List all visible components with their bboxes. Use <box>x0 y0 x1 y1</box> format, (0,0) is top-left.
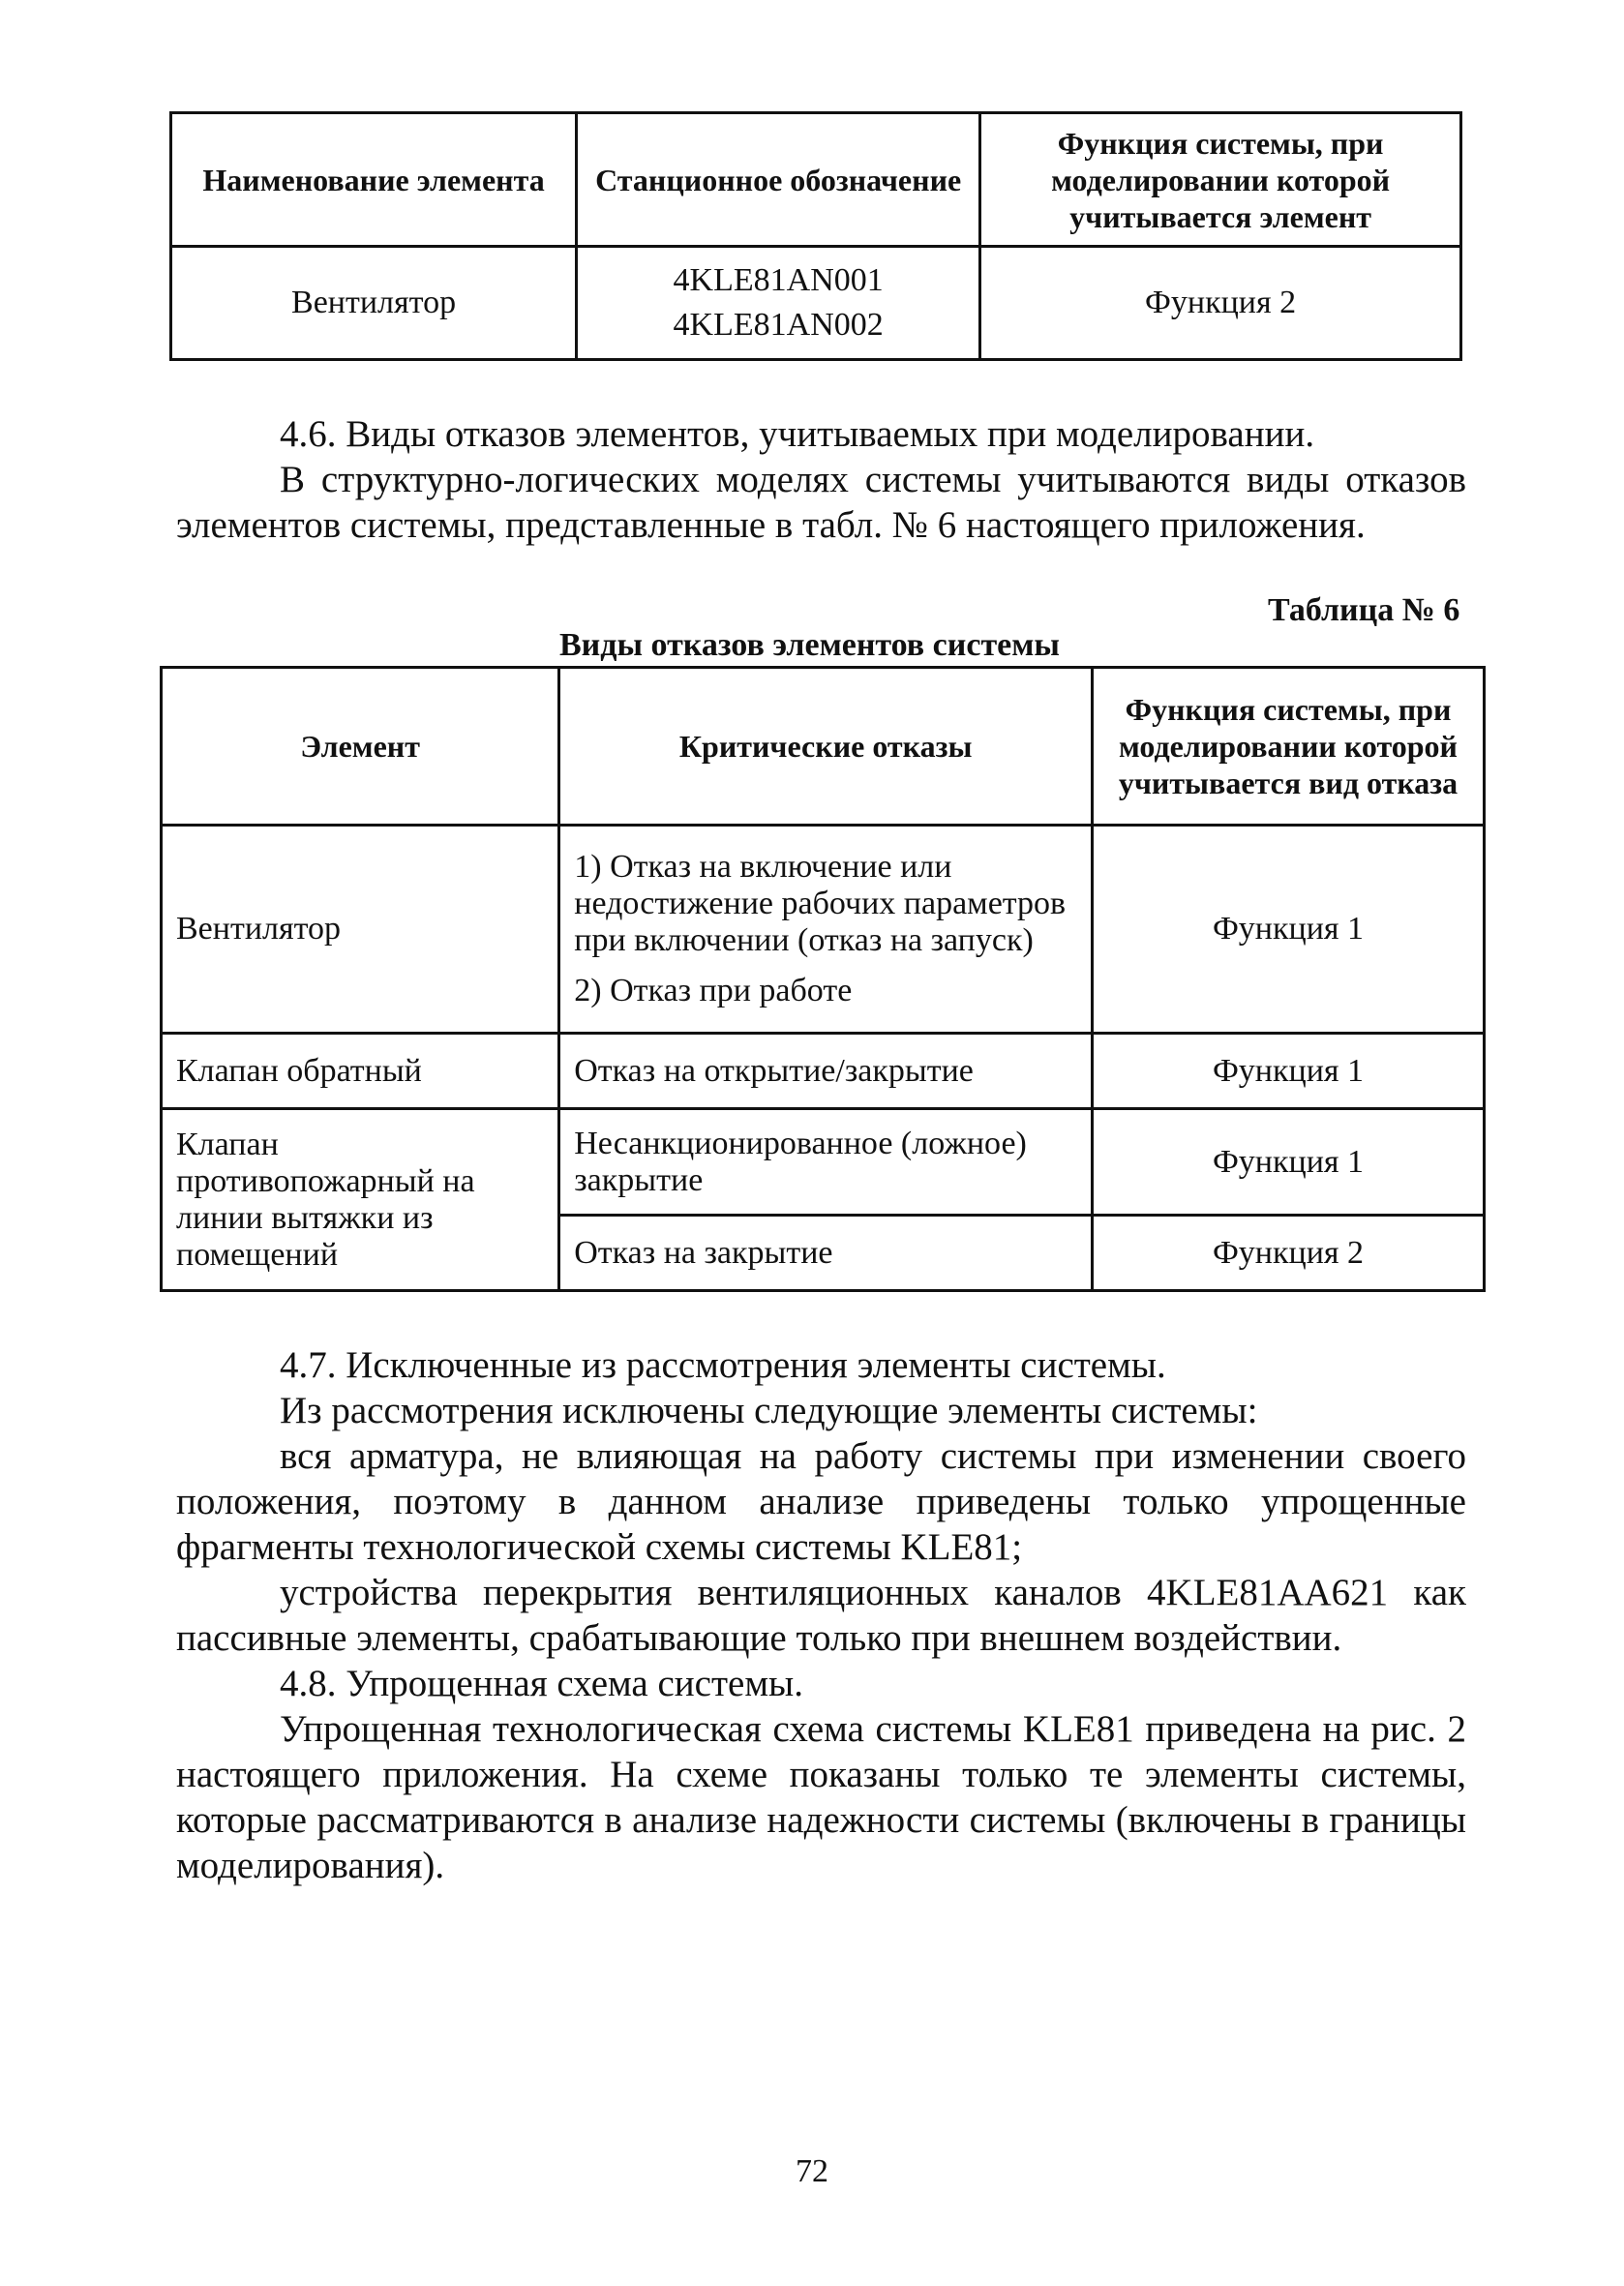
designation-2: 4KLE81AN002 <box>673 307 884 343</box>
cell-element: Клапан обратный <box>162 1034 559 1109</box>
header-element: Элемент <box>162 668 559 826</box>
table-header-row <box>171 113 1461 247</box>
header-system-function: Функция системы, при моделировании которой учитывается элемент <box>980 113 1461 247</box>
cell-designation <box>577 247 980 360</box>
failure-modes-table <box>160 666 1486 1292</box>
table-row <box>162 826 1485 1034</box>
page-number: 72 <box>796 2153 828 2189</box>
cell-element: Вентилятор <box>162 826 559 1034</box>
table-header-row <box>162 668 1485 826</box>
section-4-7-intro: Из рассмотрения исключены следующие элементы системы: <box>280 1390 1258 1431</box>
cell-element: Вентилятор <box>171 247 577 360</box>
failure-item: 1) Отказ на включение или недостижение рабочих параметров при включении (отказ на запуск) <box>574 849 1067 958</box>
header-station-designation: Станционное обозначение <box>577 113 980 247</box>
cell-function: Функция 2 <box>980 247 1461 360</box>
table-number: Таблица № 6 <box>1268 592 1460 628</box>
failure-item: 2) Отказ при работе <box>574 973 853 1008</box>
elements-table <box>169 111 1462 361</box>
cell-element: Клапан противопожарный на линии вытяжки из помещений <box>162 1109 559 1291</box>
table-row <box>162 1034 1485 1109</box>
cell-function: Функция 1 <box>1093 1109 1485 1216</box>
cell-function: Функция 1 <box>1093 1034 1485 1109</box>
section-4-8-paragraph: Упрощенная технологическая схема системы KLE81 приведена на рис. 2 настоящего приложения. На схеме показаны только те элементы системы, которые рассматриваются в анализе надежности системы (включены в границы моделирования). <box>176 1708 1466 1886</box>
section-4-7-item-2: устройства перекрытия вентиляционных каналов 4KLE81AA621 как пассивные элементы, срабатывающие только при внешнем воздействии. <box>176 1572 1466 1659</box>
cell-function: Функция 2 <box>1093 1216 1485 1291</box>
section-4-6-heading: 4.6. Виды отказов элементов, учитываемых при моделировании. <box>280 413 1315 455</box>
section-4-7-heading: 4.7. Исключенные из рассмотрения элементы системы. <box>280 1344 1166 1386</box>
cell-failure: Отказ на закрытие <box>559 1216 1093 1291</box>
cell-failure: Несанкционированное (ложное) закрытие <box>559 1109 1093 1216</box>
table-row <box>171 247 1461 360</box>
section-4-7-item-1: вся арматура, не влияющая на работу системы при изменении своего положения, поэтому в данном анализе приведены только упрощенные фрагменты технологической схемы системы KLE81; <box>176 1435 1466 1568</box>
header-critical-failures: Критические отказы <box>559 668 1093 826</box>
cell-failure: Отказ на открытие/закрытие <box>559 1034 1093 1109</box>
section-4-6-paragraph: В структурно-логических моделях системы учитываются виды отказов элементов системы, представленные в табл. № 6 настоящего приложения. <box>176 459 1466 546</box>
section-4-8-heading: 4.8. Упрощенная схема системы. <box>280 1663 803 1704</box>
table-row <box>162 1109 1485 1216</box>
header-element-name: Наименование элемента <box>171 113 577 247</box>
cell-function: Функция 1 <box>1093 826 1485 1034</box>
table-title: Виды отказов элементов системы <box>559 627 1060 663</box>
designation-1: 4KLE81AN001 <box>673 262 884 298</box>
header-system-function: Функция системы, при моделировании которой учитывается вид отказа <box>1093 668 1485 826</box>
cell-failures <box>559 826 1093 1034</box>
